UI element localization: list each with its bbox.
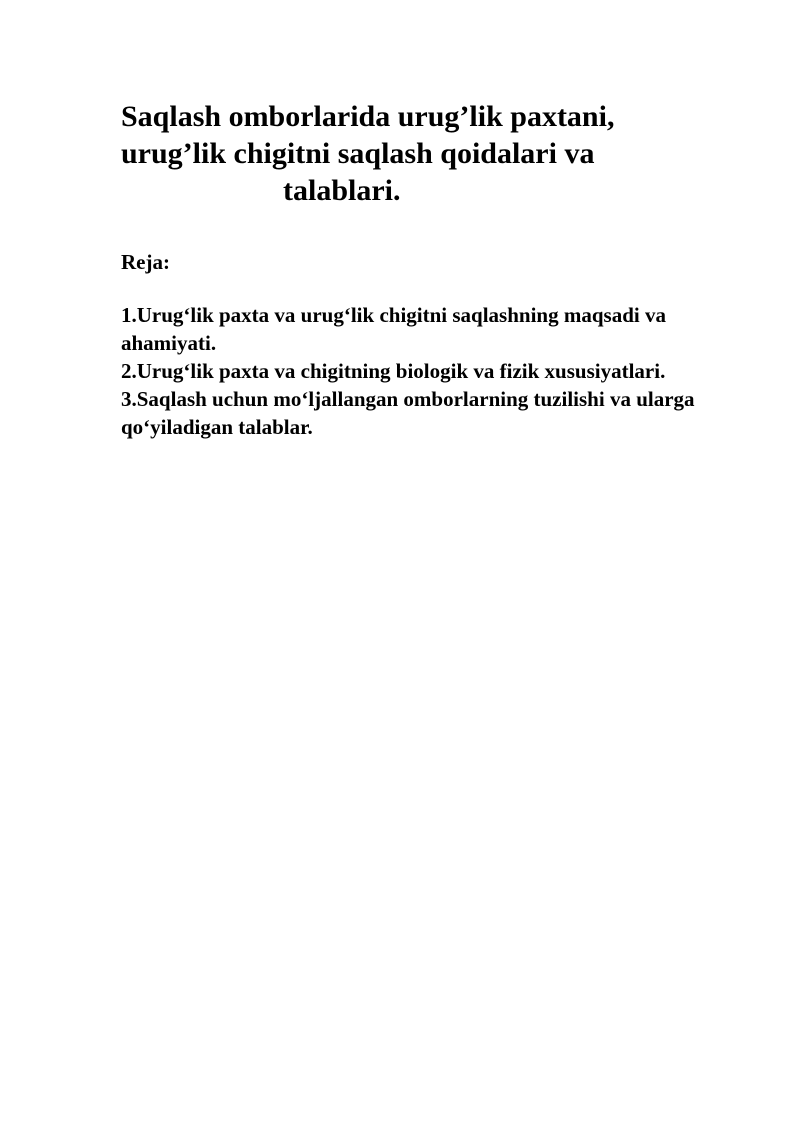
plan-item-2: 2.Urug‘lik paxta va chigitning biologik va fizik xususiyatlari. [121,359,666,383]
title-line-2: urug’lik chigitni saqlash qoidalari va [121,137,595,170]
plan-heading: Reja: [121,250,170,274]
title-line-3: talablari. [283,174,401,207]
plan-list [121,301,701,441]
plan-item-3: 3.Saqlash uchun mo‘ljallangan omborlarning tuzilishi va ularga qo‘yiladigan talablar. [121,387,695,439]
document-title [121,98,721,209]
title-line-1: Saqlash omborlarida urug’lik paxtani, [121,100,615,133]
plan-item-1: 1.Urug‘lik paxta va urug‘lik chigitni saqlashning maqsadi va ahamiyati. [121,303,666,355]
